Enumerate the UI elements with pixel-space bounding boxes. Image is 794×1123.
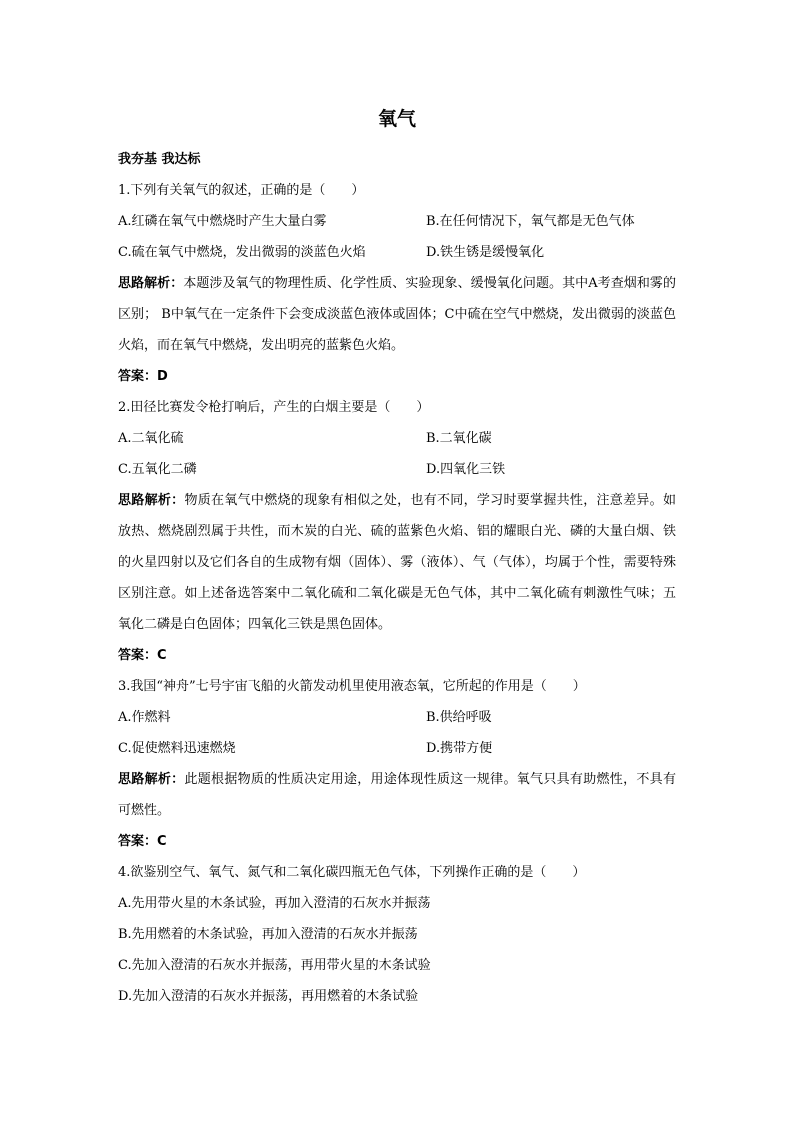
question-2-option-a: A.二氧化硫 [118, 431, 184, 446]
analysis-label: 思路解析： [118, 493, 185, 508]
question-1-option-c: C.硫在氧气中燃烧，发出微弱的淡蓝色火焰 [118, 245, 366, 260]
question-2-options-row-1 [118, 423, 676, 454]
question-1-option-d: D.铁生锈是缓慢氧化 [426, 245, 545, 260]
section-heading: 我夯基 我达标 [118, 152, 201, 167]
analysis-label: 思路解析： [118, 772, 185, 787]
question-3-option-a: A.作燃料 [118, 710, 171, 725]
question-1-options-row-1 [118, 206, 676, 237]
question-2-analysis [118, 485, 676, 640]
question-1-stem: 1.下列有关氧气的叙述，正确的是（ ） [118, 183, 365, 198]
page-title: 氧气 [377, 108, 416, 130]
question-2-option-b: B.二氧化碳 [426, 431, 492, 446]
question-1-answer: 答案：D [118, 369, 168, 384]
question-3-option-d: D.携带方便 [426, 741, 493, 756]
question-3-options-row-2 [118, 733, 676, 764]
question-1-analysis [118, 268, 676, 361]
question-3-option-c: C.促使燃料迅速燃烧 [118, 741, 236, 756]
question-2-option-c: C.五氧化二磷 [118, 462, 197, 477]
analysis-text: 此题根据物质的性质决定用途，用途体现性质这一规律。氧气只具有助燃性，不具有可燃性。 [118, 772, 676, 818]
question-3-analysis [118, 764, 676, 826]
analysis-label: 思路解析： [118, 276, 184, 291]
analysis-text: 物质在氧气中燃烧的现象有相似之处，也有不同，学习时要掌握共性，注意差异。如放热、燃烧剧烈属于共性，而木炭的白光、硫的蓝紫色火焰、铝的耀眼白光、磷的大量白烟、铁的火星四射以及它们各自的生成物有烟（固体）、雾（液体）、气（气体），均属于个性，需要特殊区别注意。如上述备选答案中二氧化硫和二氧化碳是无色气体，其中二氧化硫有刺激性气味；五氧化二磷是白色固体；四氧化三铁是黑色固体。 [118, 493, 676, 632]
question-4-option-c: C.先加入澄清的石灰水并振荡，再用带火星的木条试验 [118, 958, 431, 973]
question-1-option-a: A.红磷在氧气中燃烧时产生大量白雾 [118, 214, 327, 229]
question-1-option-b: B.在任何情况下，氧气都是无色气体 [426, 214, 635, 229]
question-4-stem: 4.欲鉴别空气、氧气、氮气和二氧化碳四瓶无色气体，下列操作正确的是（ ） [118, 865, 586, 880]
question-4-option-b: B.先用燃着的木条试验，再加入澄清的石灰水并振荡 [118, 927, 418, 942]
question-3-options-row-1 [118, 702, 676, 733]
question-2-answer: 答案：C [118, 648, 167, 663]
question-3-stem: 3.我国“神舟”七号宇宙飞船的火箭发动机里使用液态氧，它所起的作用是（ ） [118, 679, 586, 694]
question-2-stem: 2.田径比赛发令枪打响后，产生的白烟主要是（ ） [118, 400, 430, 415]
analysis-text: 本题涉及氧气的物理性质、化学性质、实验现象、缓慢氧化问题。其中A考查烟和雾的区别； B中氧气在一定条件下会变成淡蓝色液体或固体；C中硫在空气中燃烧，发出微弱的淡蓝色火焰，而在氧气中燃烧，发出明亮的蓝紫色火焰。 [118, 276, 676, 353]
question-4-option-a: A.先用带火星的木条试验，再加入澄清的石灰水并振荡 [118, 896, 431, 911]
question-2-option-d: D.四氧化三铁 [426, 462, 506, 477]
question-3-option-b: B.供给呼吸 [426, 710, 492, 725]
question-2-options-row-2 [118, 454, 676, 485]
document-body [118, 144, 676, 1012]
question-3-answer: 答案：C [118, 834, 167, 849]
question-4-option-d: D.先加入澄清的石灰水并振荡，再用燃着的木条试验 [118, 989, 419, 1004]
question-1-options-row-2 [118, 237, 676, 268]
